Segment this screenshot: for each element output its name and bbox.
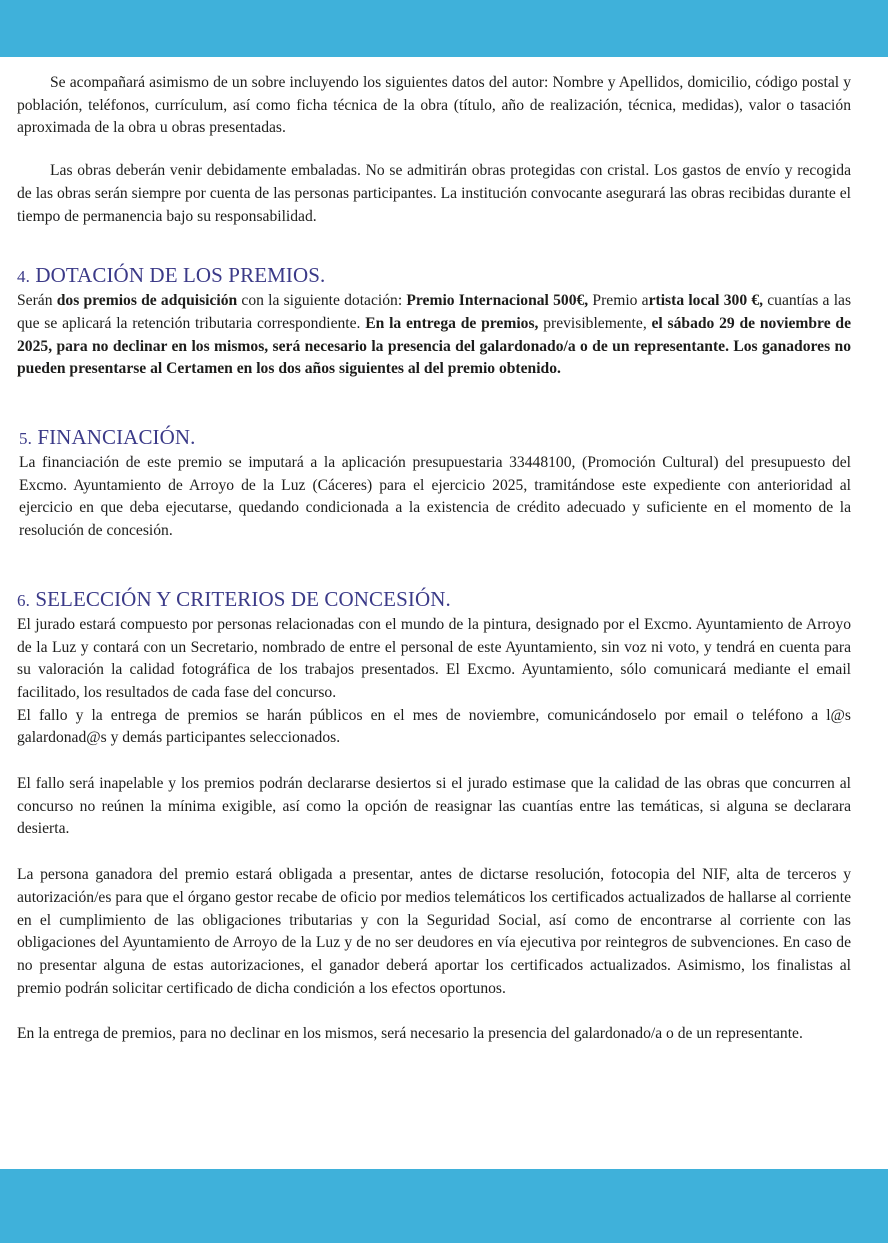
section-5-body: La financiación de este premio se imputará a la aplicación presupuestaria 33448100, (Promoción Cultural) del presupuesto del Excmo. Ayuntamiento de Arroyo de la Luz (Cáceres) para el ejercicio 2025, tramitándose este expediente con anterioridad al ejercicio en que deba ejecutarse, quedando condicionada a la existencia de crédito adecuado y suficiente en el momento de la resolución de concesión.: [19, 454, 851, 540]
text-run: previsiblemente,: [538, 314, 652, 332]
section-6-paragraph-1b: El fallo y la entrega de premios se harán públicos en el mes de noviembre, comunicándoselo por email o teléfono a l@s galardonad@s y demás participantes seleccionados.: [17, 706, 851, 747]
document-body: [17, 72, 851, 1046]
section-6-paragraph-4: En la entrega de premios, para no declinar en los mismos, será necesario la presencia del galardonado/a o de un representante.: [17, 1025, 803, 1043]
section-4-heading: [17, 262, 851, 290]
bold-run: En la entrega de premios,: [365, 314, 539, 332]
section-6-number: 6.: [17, 590, 30, 610]
section-6-title: SELECCIÓN Y CRITERIOS DE CONCESIÓN.: [35, 586, 451, 611]
bottom-color-band: [0, 1169, 888, 1243]
section-6-heading: [17, 586, 851, 614]
section-5-number: 5.: [19, 429, 32, 449]
intro-paragraph-1: Se acompañará asimismo de un sobre incluyendo los siguientes datos del autor: Nombre y Apellidos, domicilio, código postal y población, teléfonos, currículum, así como ficha técnica de la obra (título, año de realización, técnica, medidas), valor o tasación aproximada de la obra u obras presentadas.: [17, 74, 851, 137]
section-4-body: [17, 290, 851, 381]
section-6-paragraph-2: El fallo será inapelable y los premios podrán declararse desiertos si el jurado estimase que la calidad de las obras que concurren al concurso no reúnen la mínima exigible, así como la opción de reasignar las cuantías entre las temáticas, si alguna se declarara desierta.: [17, 775, 851, 838]
section-6-paragraph-3: La persona ganadora del premio estará obligada a presentar, antes de dictarse resolución, fotocopia del NIF, alta de terceros y autorización/es para que el órgano gestor recabe de oficio por medios telemáticos los certificados actualizados de hallarse al corriente en el cumplimiento de las obligaciones tributarias y con la Seguridad Social, así como de encontrarse al corriente con las obligaciones del Ayuntamiento de Arroyo de la Luz y de no ser deudores en vía ejecutiva por reintegros de subvenciones. En caso de no presentar alguna de estas autorizaciones, el ganador deberá aportar los certificados actualizados. Asimismo, los finalistas al premio podrán solicitar certificado de dicha condición a los efectos oportunos.: [17, 866, 851, 997]
text-run: Premio a: [588, 292, 649, 310]
intro-paragraph-2: Las obras deberán venir debidamente embaladas. No se admitirán obras protegidas con cristal. Los gastos de envío y recogida de las obras serán siempre por cuenta de las personas participantes. La institución convocante asegurará las obras recibidas durante el tiempo de permanencia bajo su responsabilidad.: [17, 162, 851, 225]
text-run: con la siguiente dotación:: [237, 292, 407, 310]
top-color-band: [0, 0, 888, 57]
text-run: cuantías a las que se aplicará la retención tributaria correspondiente.: [17, 292, 852, 332]
text-run: Serán: [17, 292, 57, 310]
section-4-number: 4.: [17, 267, 30, 287]
bold-run: dos premios de adquisición: [56, 292, 238, 310]
section-5-heading: [17, 424, 851, 452]
section-5-title: FINANCIACIÓN.: [37, 425, 196, 450]
section-6-paragraph-1a: El jurado estará compuesto por personas relacionadas con el mundo de la pintura, designado por el Excmo. Ayuntamiento de Arroyo de la Luz y contará con un Secretario, nombrado de entre el personal de este Ayuntamiento, sin voz ni voto, y tendrá en cuenta para su valoración la calidad fotográfica de los trabajos presentados. El Excmo. Ayuntamiento, sólo comunicará mediante el email facilitado, los resultados de cada fase del concurso.: [17, 615, 851, 701]
bold-run: el sábado 29 de noviembre de 2025, para no declinar en los mismos, será necesario la presencia del galardonado/a o de un representante. Los ganadores no pueden presentarse al Certamen en los dos años siguientes al del premio obtenido.: [17, 314, 851, 378]
section-4-title: DOTACIÓN DE LOS PREMIOS.: [35, 263, 326, 288]
bold-run: rtista local 300 €,: [648, 292, 764, 310]
bold-run: Premio Internacional 500€,: [406, 292, 589, 310]
